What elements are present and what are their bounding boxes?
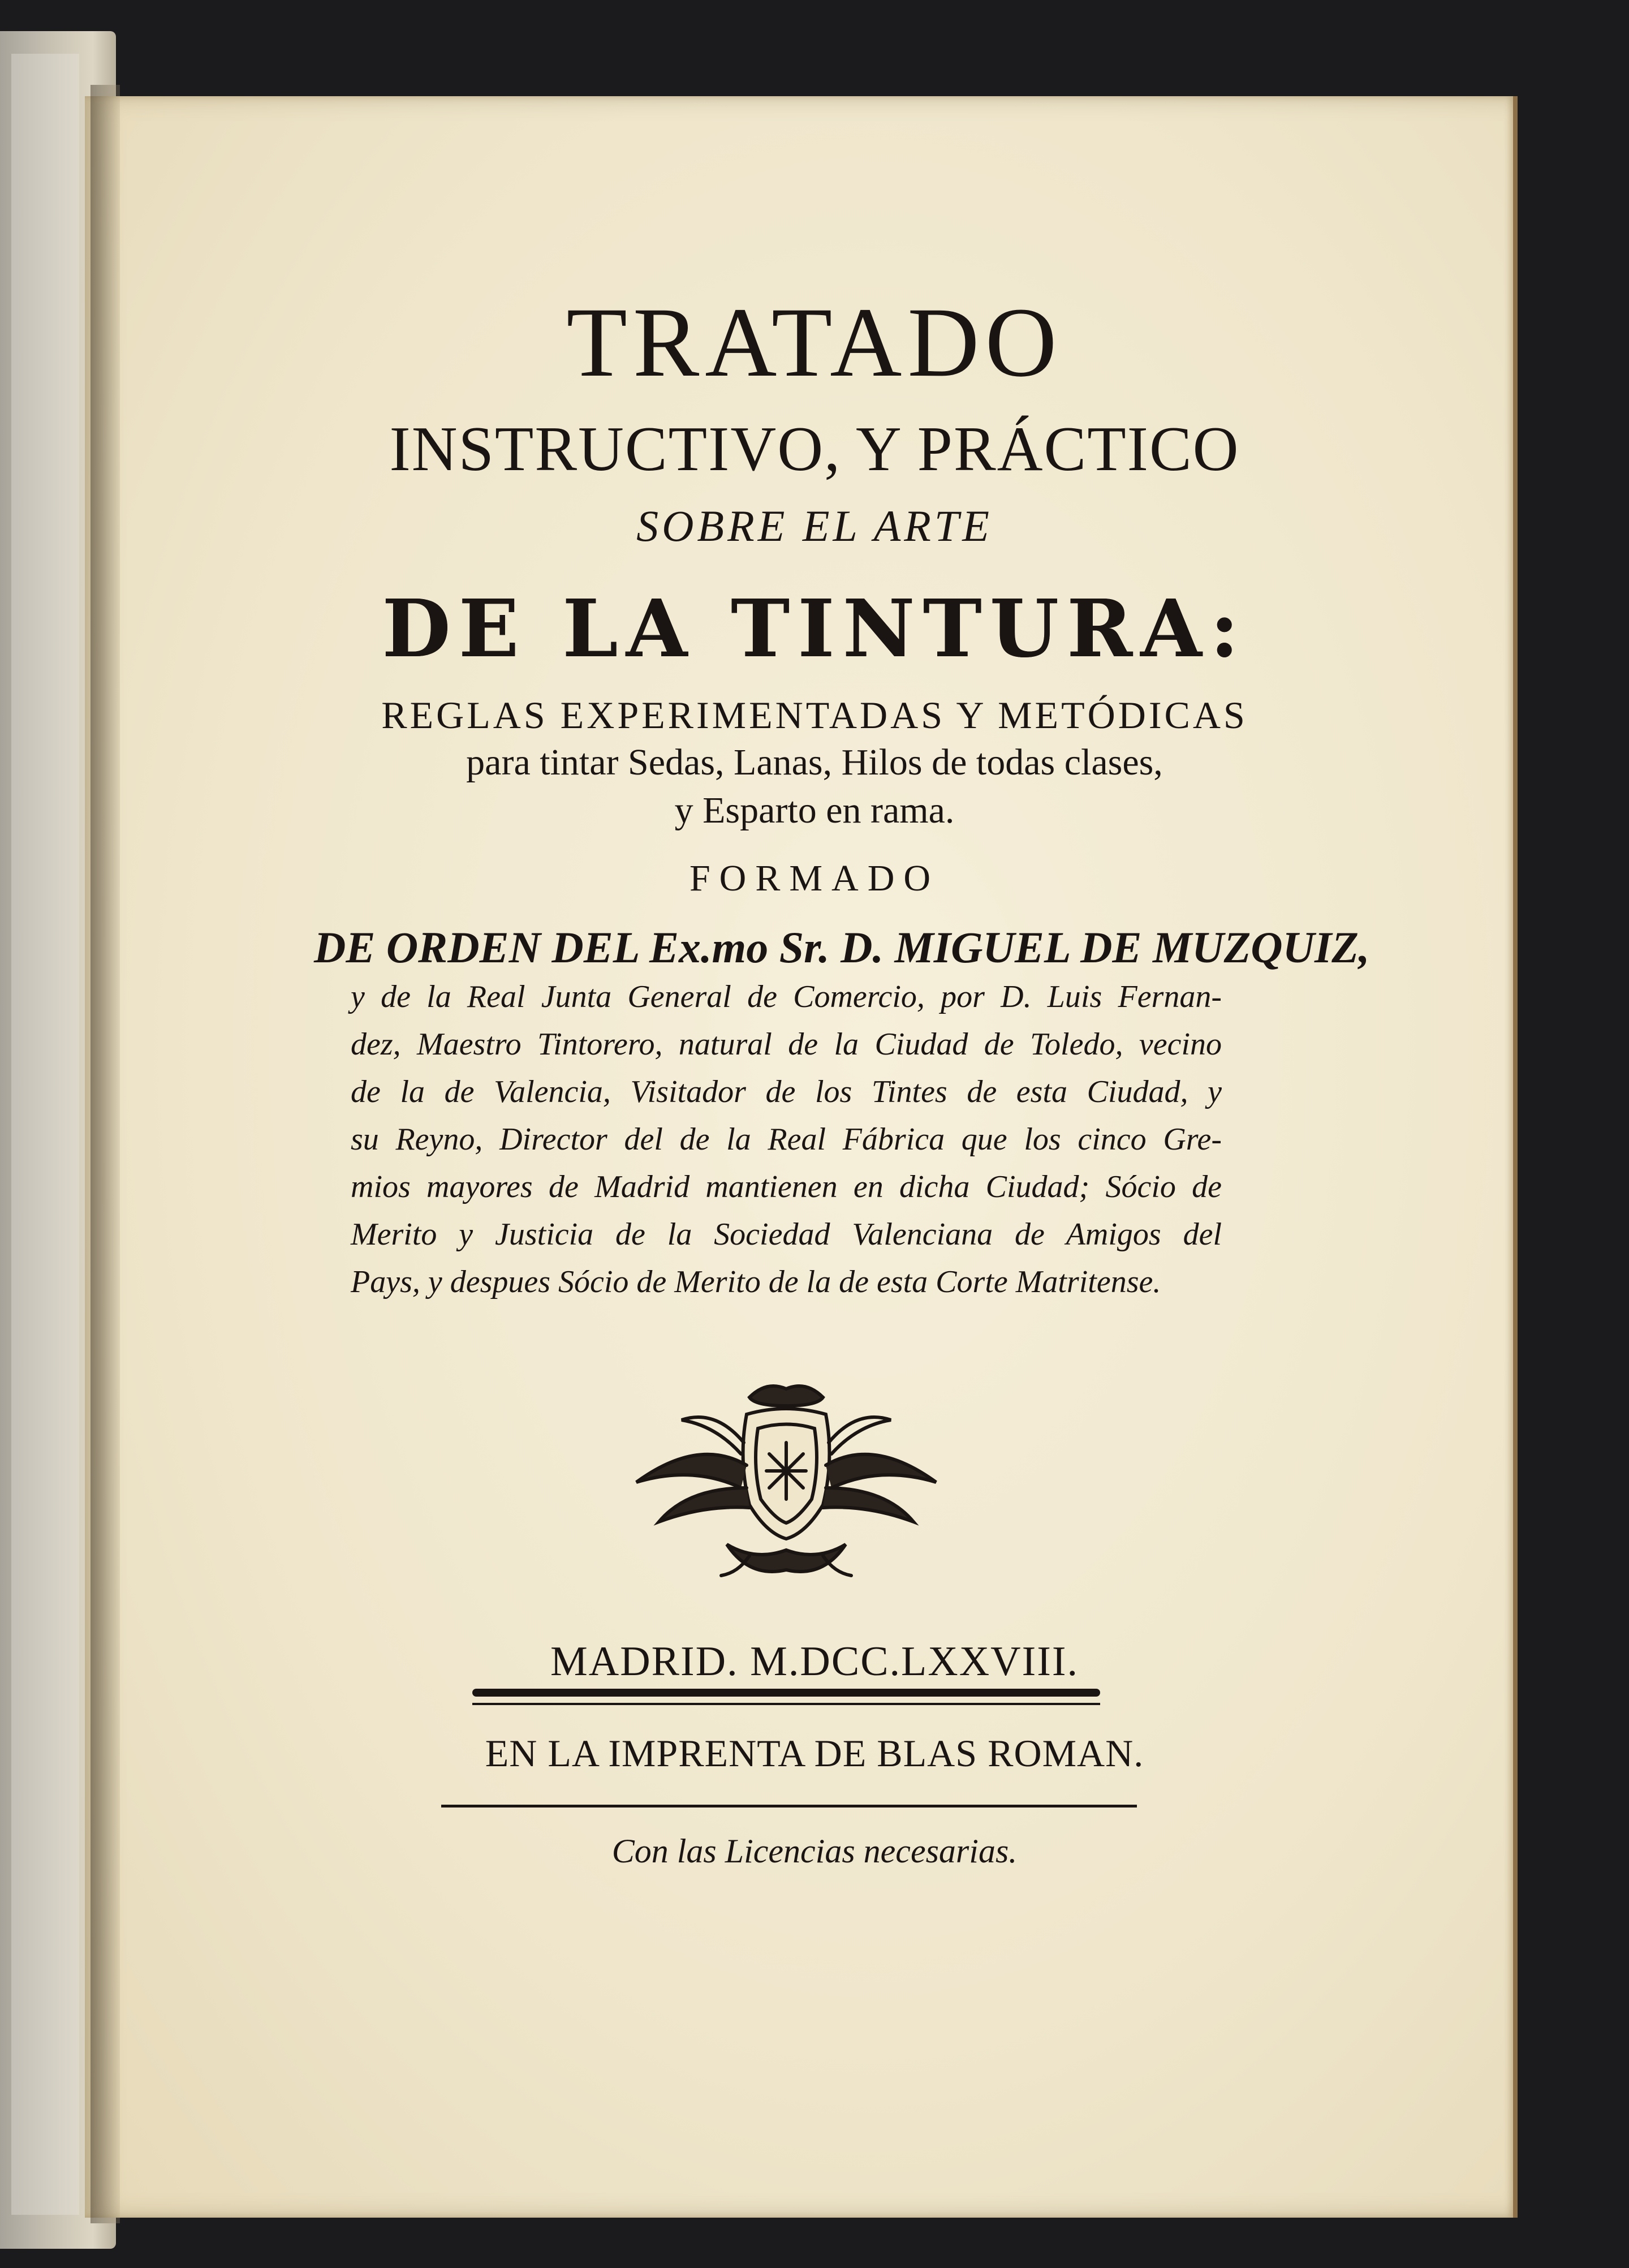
author-description: [351, 973, 1222, 1306]
book-title: TRATADO: [566, 287, 1063, 398]
reglas-line-2: para tintar Sedas, Lanas, Hilos de todas clases,: [466, 742, 1163, 783]
author-line: Merito y Justicia de la Sociedad Valenciana de Amigos del: [351, 1217, 1222, 1252]
author-line: Pays, y despues Sócio de Merito de la de esta Corte Matritense.: [351, 1264, 1161, 1299]
licenses-line: Con las Licencias necesarias.: [611, 1832, 1018, 1870]
spine-shadow: [90, 85, 120, 2223]
rule-divider: [441, 1805, 1137, 1807]
author-line: su Reyno, Director del de la Real Fábrica que los cinco Gre-: [351, 1122, 1222, 1157]
reglas-heading: REGLAS EXPERIMENTADAS Y METÓDICAS: [381, 694, 1248, 737]
rule-divider: [472, 1703, 1100, 1705]
rule-divider: [472, 1689, 1100, 1697]
author-line: de la de Valencia, Visitador de los Tintes de esta Ciudad, y: [351, 1074, 1222, 1109]
coat-of-arms-vignette-icon: [619, 1375, 953, 1590]
printer-line: EN LA IMPRENTA DE BLAS ROMAN.: [485, 1732, 1144, 1775]
formado-heading: FORMADO: [689, 858, 940, 899]
book-subtitle-sobre: SOBRE EL ARTE: [636, 501, 993, 550]
book-subject: DE LA TINTURA:: [382, 583, 1247, 675]
author-line: y de la Real Junta General de Comercio, por D. Luis Fernan-: [351, 979, 1222, 1014]
reglas-line-3: y Esparto en rama.: [674, 790, 955, 831]
orden-line: DE ORDEN DEL Ex.mo Sr. D. MIGUEL DE MUZQUIZ,: [314, 923, 1370, 972]
book-subtitle: INSTRUCTIVO, Y PRÁCTICO: [389, 414, 1240, 484]
author-line: dez, Maestro Tintorero, natural de la Ciudad de Toledo, vecino: [351, 1027, 1222, 1062]
imprint-place-date: MADRID. M.DCC.LXXVIII.: [550, 1638, 1079, 1685]
author-line: mios mayores de Madrid mantienen en dicha Ciudad; Sócio de: [351, 1169, 1222, 1204]
